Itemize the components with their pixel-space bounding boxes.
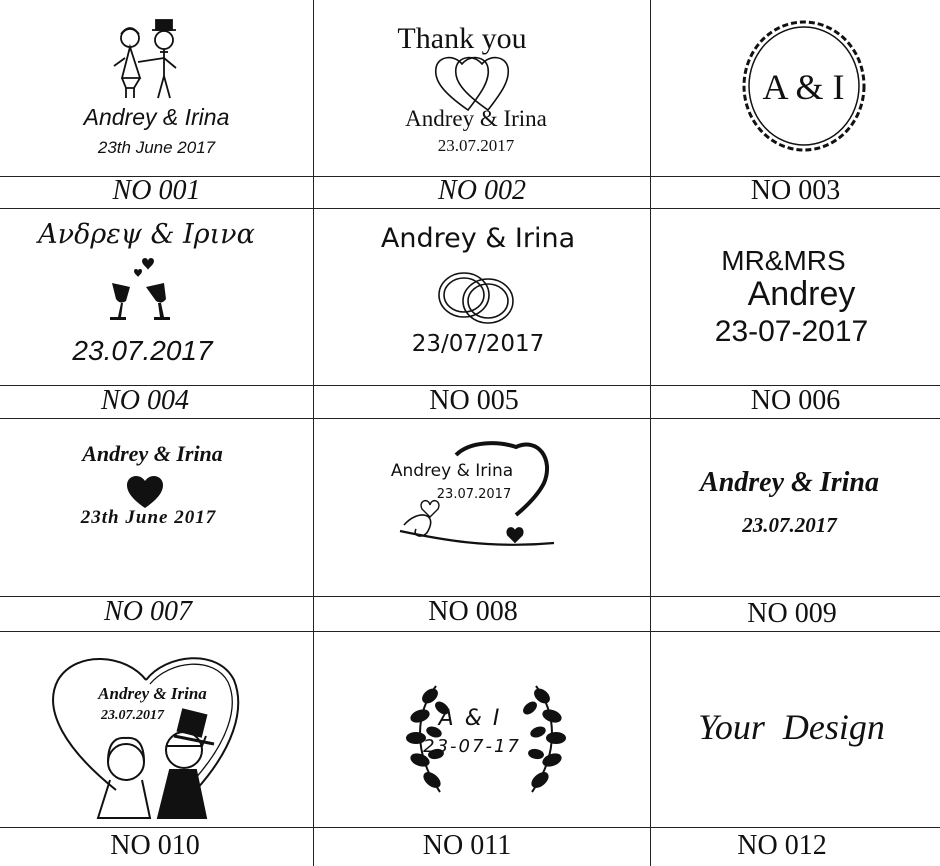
design-label: NO 011 [422,830,512,861]
design-006[interactable] [651,209,940,385]
heading-text: Thank you [397,22,527,55]
design-label: NO 012 [737,830,827,861]
design-label: NO 003 [750,175,841,206]
monogram-text: A & I [438,706,502,731]
design-011[interactable] [314,632,650,827]
heading-text: MR&MRS [721,245,846,276]
design-label: NO 007 [104,596,192,627]
champagne-glasses-icon [106,257,176,323]
bride-groom-icon [108,18,186,102]
design-label: NO 010 [110,830,200,861]
grid-divider [0,827,940,828]
names-text: Andrey & Irina [390,461,514,481]
date-text: 23th June 2017 [97,138,216,157]
date-text: 23.07.2017 [101,708,164,723]
design-label: NO 009 [747,598,837,629]
design-012[interactable] [651,632,940,827]
date-text: 23-07-2017 [714,315,869,348]
heart-couple-icon [46,640,246,824]
names-text: Andrey [747,275,856,313]
design-label: NO 002 [438,175,526,206]
names-text: Andrey & Irina [82,441,223,466]
design-008[interactable] [314,419,650,596]
design-label: NO 006 [750,385,841,416]
design-002[interactable] [314,0,650,176]
names-text: Andrey & Irina [405,106,547,131]
design-010[interactable] [0,632,313,827]
date-text: 23.07.2017 [437,136,515,155]
monogram-text: A & I [762,67,845,107]
double-heart-icon [432,52,524,112]
date-text: 23/07/2017 [411,331,545,357]
design-004[interactable] [0,209,313,385]
names-text: Andrey & Irina [700,467,879,498]
names-text: Ανδρεψ & Ιρινα [38,219,255,250]
names-text: Andrey & Irina [98,684,207,703]
date-text: 23.07.2017 [742,513,837,537]
date-text: 23.07.2017 [436,487,512,502]
names-text: Andrey & Irina [83,104,230,130]
names-text: Andrey & Irina [380,223,576,254]
design-label: NO 008 [428,596,518,627]
date-text: 23th June 2017 [80,507,217,528]
design-003[interactable] [651,0,940,176]
design-label: NO 005 [429,385,519,416]
design-label: NO 004 [101,385,189,416]
date-text: 23.07.2017 [72,335,213,366]
design-001[interactable] [0,0,313,176]
design-005[interactable] [314,209,650,385]
date-text: 23-07-17 [423,736,521,757]
design-007[interactable] [0,419,313,596]
design-label: NO 001 [112,175,201,206]
heart-icon [126,475,164,509]
design-009[interactable] [651,419,940,596]
custom-design-text: Your Design [698,707,885,747]
wedding-rings-icon [434,265,518,329]
